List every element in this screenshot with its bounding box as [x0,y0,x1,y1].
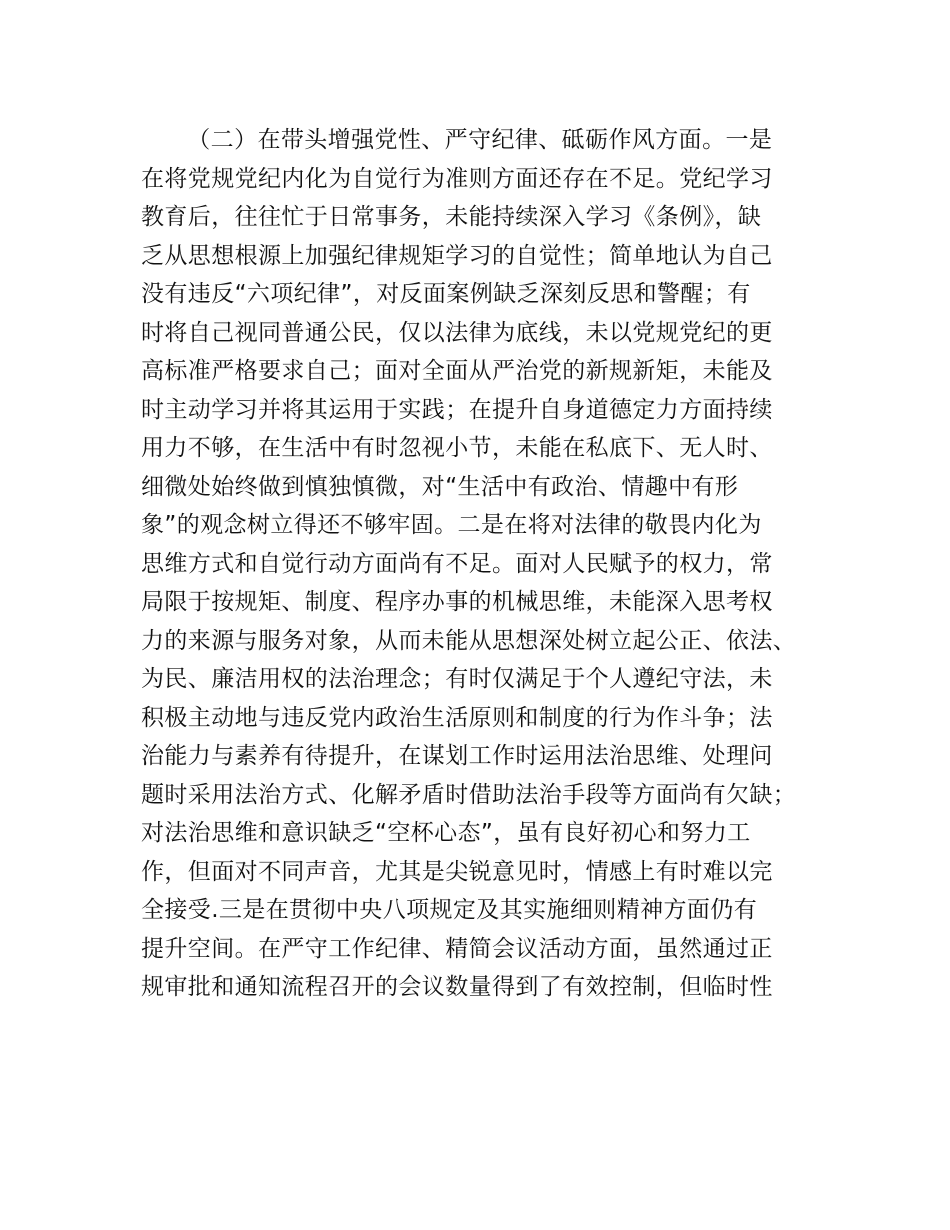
text-line: 积极主动地与违反党内政治生活原则和制度的行为作斗争；法 [141,704,773,731]
text-line: 题时采用法治方式、化解矛盾时借助法治手段等方面尚有欠缺； [141,781,797,808]
text-line: 细微处始终做到慎独慎微，对“生活中有政治、情趣中有形 [141,473,739,500]
text-line: 作，但面对不同声音，尤其是尖锐意见时，情感上有时难以完 [141,858,773,885]
text-line: 时主动学习并将其运用于实践；在提升自身道德定力方面持续 [141,396,773,423]
text-line: 没有违反“六项纪律”，对反面案例缺乏深刻反思和警醒；有 [141,281,751,307]
text-line: 乏从思想根源上加强纪律规矩学习的自觉性；简单地认为自己 [141,242,773,269]
text-line: 对法治思维和意识缺乏“空杯心态”，虽有良好初心和努力工 [141,820,751,846]
text-line: 治能力与素养有待提升，在谋划工作时运用法治思维、处理问 [141,743,773,769]
text-line: 力的来源与服务对象，从而未能从思想深处树立起公正、依法、 [141,627,797,654]
text-line: 提升空间。在严守工作纪律、精简会议活动方面，虽然通过正 [141,935,773,962]
text-line: 思维方式和自觉行动方面尚有不足。面对人民赋予的权力，常 [141,550,773,577]
text-line: 时将自己视同普通公民，仅以法律为底线，未以党规党纪的更 [141,319,773,346]
text-line: 教育后，往往忙于日常事务，未能持续深入学习《条例》，缺 [141,204,762,230]
text-line: 高标准严格要求自己；面对全面从严治党的新规新矩，未能及 [141,358,773,384]
text-line: 在将党规党纪内化为自觉行为准则方面还存在不足。党纪学习 [141,165,773,192]
text-line: 象”的观念树立得还不够牢固。二是在将对法律的敬畏内化为 [141,512,762,538]
text-line: 局限于按规矩、制度、程序办事的机械思维，未能深入思考权 [141,589,773,615]
text-line: 为民、廉洁用权的法治理念；有时仅满足于个人遵纪守法，未 [141,666,773,692]
body-paragraph [141,121,841,1007]
text-line: （二）在带头增强党性、严守纪律、砥砺作风方面。一是 [141,127,773,153]
text-line: 用力不够，在生活中有时忽视小节，未能在私底下、无人时、 [141,435,773,461]
text-line: 全接受.三是在贯彻中央八项规定及其实施细则精神方面仍有 [141,897,758,923]
text-line: 规审批和通知流程召开的会议数量得到了有效控制，但临时性 [141,974,773,1000]
